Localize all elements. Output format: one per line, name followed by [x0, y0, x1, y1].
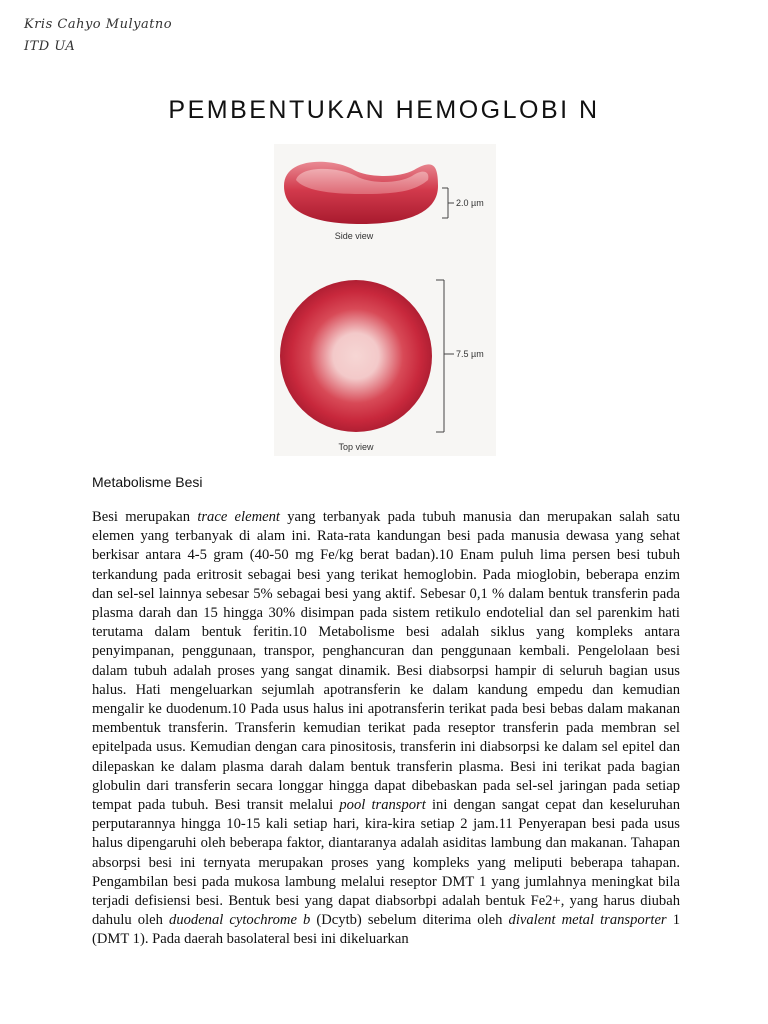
- text-segment: ini dengan sangat cepat dan keseluruhan perputarannya hingga 10-15 kali setiap hari, kira-kira setiap 2 jam.11 Penyerapan besi pada usus halus dipengaruhi oleh beberapa faktor, diantaranya adalah asiditas lambung dan makanan. Tahapan absorpsi besi ini ternyata merupakan proses yang kompleks yang meliputi beberapa tahapan. Pengambilan besi pada mukosa lambung melalui reseptor DMT 1 yang jumlahnya meningkat bila terjadi defisiensi besi. Bentuk besi yang dapat diabsorbpi adalah bentuk Fe2+, yang harus diubah dahulu oleh: [92, 797, 680, 929]
- text-segment: (Dcytb) sebelum diterima oleh: [310, 912, 509, 929]
- author-signature: [24, 14, 172, 58]
- text-segment: Besi merupakan: [92, 509, 198, 525]
- italic-term: trace element: [197, 509, 280, 525]
- italic-term: duodenal cytochrome b: [169, 912, 311, 929]
- author-affiliation: ITD UA: [24, 39, 76, 54]
- author-name: Kris Cahyo Mulyatno: [24, 17, 173, 32]
- italic-term: divalent metal transporter: [508, 912, 667, 929]
- diameter-bracket: [436, 280, 454, 432]
- page-title: PEMBENTUKAN HEMOGLOBI N: [168, 96, 600, 124]
- side-view-label: Side view: [334, 231, 374, 241]
- body-paragraph: [92, 508, 680, 950]
- side-view-cell: [284, 162, 438, 224]
- red-blood-cell-figure: [274, 144, 496, 456]
- top-view-label: Top view: [338, 442, 374, 452]
- text-segment: yang terbanyak pada tubuh manusia dan merupakan salah satu elemen yang terbanyak di alam ini. Rata-rata kandungan besi pada manusia dewasa yang sehat berkisar antara 4-5 gram (40-50 mg Fe/kg berat badan).10 Enam puluh lima persen besi tubuh terkandung pada eritrosit sebagai besi yang terikat hemoglobin. Pada mioglobin, beberapa enzim dan sel-sel lainnya sebesar 5% sebagai besi yang aktif. Sebesar 0,1 % dalam bentuk transferin pada plasma darah dan 15 hingga 30% disimpan pada sistem retikulo endotelial dan sel parenkim hati terutama dalam bentuk feritin.10 Metabolisme besi adalah siklus yang kompleks antara penyimpanan, penggunaan, transpor, penghancuran dan penggunaan kembali. Pengelolaan besi dalam tubuh adalah proses yang sangat dinamik. Besi diabsorpsi hampir di seluruh bagian usus halus. Hati mengeluarkan sejumlah apotransferin ke dalam kandung empedu dan kemudian mengalir ke duodenum.10 Pada usus halus ini apotransferin terikat pada besi bebas dalam makanan membentuk transferin. Transferin kemudian terikat pada reseptor transferin pada membran sel epitelpada usus. Kemudian dengan cara pinositosis, transferin ini diabsorpsi ke dalam sel epitel dan dilepaskan ke dalam plasma darah dalam bentuk transferin plasma. Besi ini terikat pada bagian globulin dari transferin secara longgar hingga dapat dibebaskan pada sel-sel jaringan pada setiap tempat pada tubuh. Besi transit melalui: [92, 509, 681, 814]
- section-heading: Metabolisme Besi: [92, 474, 203, 490]
- italic-term: pool transport: [339, 797, 426, 814]
- top-view-cell: [280, 280, 432, 432]
- red-blood-cell-illustration: [274, 144, 496, 456]
- thickness-label: 2.0 µm: [456, 198, 484, 208]
- thickness-bracket: [442, 188, 454, 218]
- text-segment: 1 (DMT 1). Pada daerah basolateral besi ini dikeluarkan: [92, 912, 680, 948]
- diameter-label: 7.5 µm: [456, 349, 484, 359]
